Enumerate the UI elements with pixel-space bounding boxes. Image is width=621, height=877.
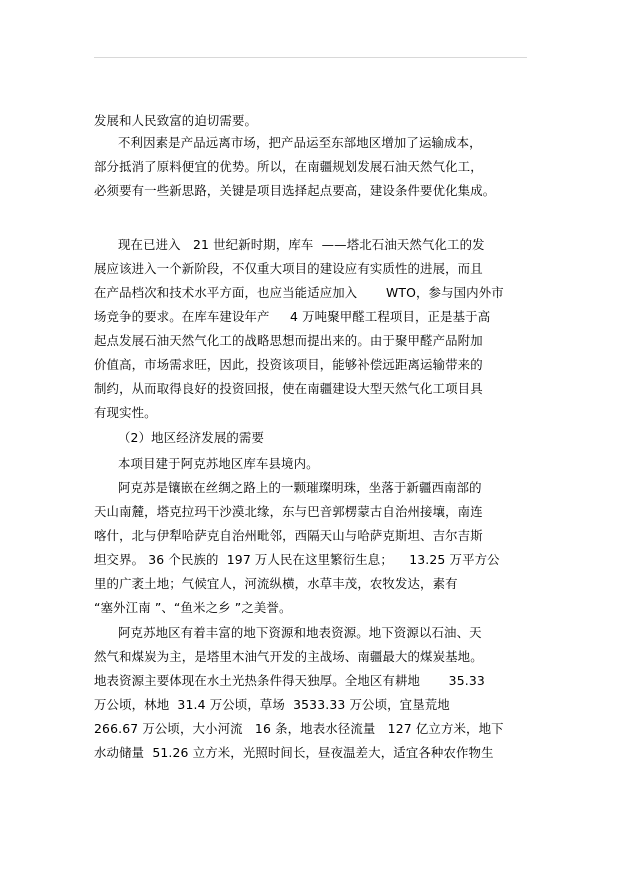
- text-line: “塞外江南 ”、“鱼米之乡 ”之美誉。: [94, 600, 292, 615]
- text-line: 然气和煤炭为主，是塔里木油气开发的主战场、南疆最大的煤炭基地。: [94, 649, 483, 664]
- text-line: 喀什，北与伊犁哈萨克自治州毗邻，西隔天山与哈萨克斯坦、吉尔吉斯: [94, 528, 483, 543]
- text-line: 部分抵消了原料便宜的优势。所以，在南疆规划发展石油天然气化工，: [94, 159, 483, 174]
- text-line: 阿克苏地区有着丰富的地下资源和地表资源。地下资源以石油、天: [118, 625, 482, 640]
- text-line: 地表资源主要体现在水土光热条件得天独厚。全地区有耕地 35.33: [94, 673, 485, 688]
- header-rule: [94, 57, 527, 58]
- text-line: 起点发展石油天然气化工的战略思想而提出来的。由于聚甲醛产品附加: [94, 333, 483, 348]
- text-line: 发展和人民致富的迫切需要。: [94, 113, 258, 128]
- text-line: 266.67 万公顷，大小河流 16 条，地表水径流量 127 亿立方米，地下: [94, 721, 504, 736]
- text-line: 里的广袤土地；气候宜人，河流纵横，水草丰茂，农牧发达，素有: [94, 576, 458, 591]
- text-line: 必须要有一些新思路，关键是项目选择起点要高，建设条件要优化集成。: [94, 183, 496, 198]
- section-heading: （2）地区经济发展的需要: [118, 430, 264, 445]
- text-line: 万公顷，林地 31.4 万公顷，草场 3533.33 万公顷，宜垦荒地: [94, 697, 450, 712]
- text-line: 有现实性。: [94, 405, 157, 420]
- text-line: 天山南麓，塔克拉玛干沙漠北缘，东与巴音郭楞蒙古自治州接壤，南连: [94, 504, 483, 519]
- text-line: 坦交界。 36 个民族的 197 万人民在这里繁衍生息； 13.25 万平方公: [94, 552, 500, 567]
- text-line: 不利因素是产品远离市场，把产品运至东部地区增加了运输成本，: [118, 135, 482, 150]
- text-line: 本项目建于阿克苏地区库车县境内。: [118, 456, 319, 471]
- text-line: 在产品档次和技术水平方面，也应当能适应加入 WTO，参与国内外市: [94, 285, 504, 300]
- text-line: 展应该进入一个新阶段，不仅重大项目的建设应有实质性的进展，而且: [94, 261, 483, 276]
- text-line: 水动储量 51.26 立方米，光照时间长，昼夜温差大，适宜各种农作物生: [94, 745, 494, 760]
- text-line: 制约，从而取得良好的投资回报，使在南疆建设大型天然气化工项目具: [94, 381, 483, 396]
- text-line: 阿克苏是镶嵌在丝绸之路上的一颗璀璨明珠，坐落于新疆西南部的: [118, 480, 482, 495]
- text-line: 场竞争的要求。在库车建设年产 4 万吨聚甲醛工程项目，正是基于高: [94, 309, 491, 324]
- text-line: 价值高，市场需求旺，因此，投资该项目，能够补偿远距离运输带来的: [94, 357, 483, 372]
- text-line: 现在已进入 21 世纪新时期，库车 ——塔北石油天然气化工的发: [118, 237, 485, 252]
